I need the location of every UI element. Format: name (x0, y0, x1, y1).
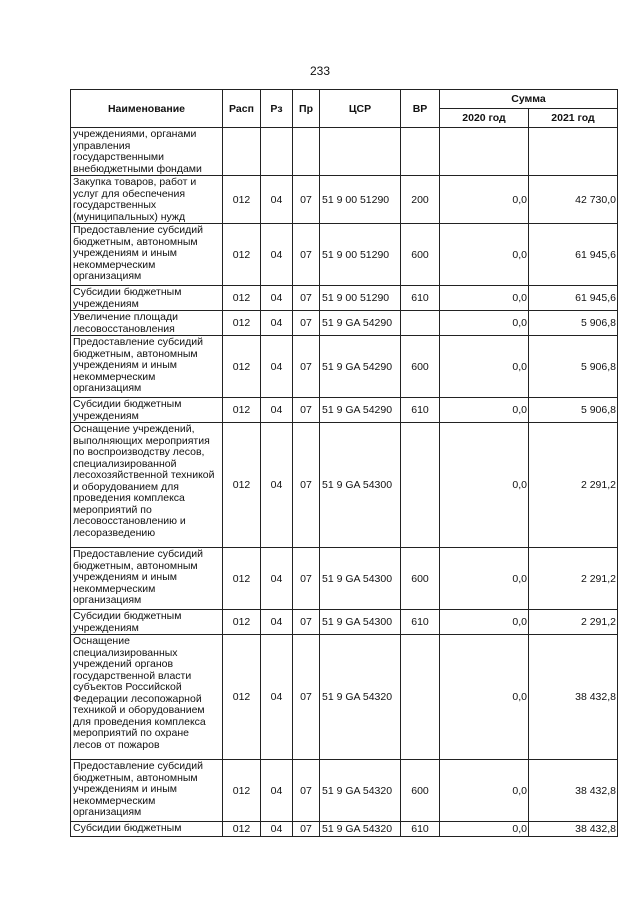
row-value-2020: 0,0 (440, 224, 529, 286)
row-name: Субсидии бюджетным учреждениям (71, 610, 223, 635)
table-row (71, 336, 618, 398)
row-pr: 07 (293, 286, 320, 311)
table-row (71, 423, 618, 548)
row-name: Увеличение площади лесовосстановления (71, 311, 223, 336)
row-value-2020: 0,0 (440, 336, 529, 398)
row-value-2020: 0,0 (440, 286, 529, 311)
row-name: Оснащение учреждений, выполняющих мероприятия по воспроизводству лесов, специализированной лесохозяйственной техникой и оборудованием для проведения комплекса мероприятий по лесовосстановлению и лесоразведению (71, 423, 223, 548)
row-csr: 51 9 GA 54290 (320, 311, 401, 336)
row-value-2021: 42 730,0 (529, 176, 618, 224)
row-name: Субсидии бюджетным (71, 822, 223, 837)
table-row (71, 128, 618, 176)
row-value-2021: 5 906,8 (529, 311, 618, 336)
row-value-2020: 0,0 (440, 760, 529, 822)
header-rasp: Расп (223, 90, 261, 128)
row-vr (401, 128, 440, 176)
row-pr: 07 (293, 822, 320, 837)
row-value-2021: 38 432,8 (529, 822, 618, 837)
row-vr (401, 423, 440, 548)
row-value-2021: 5 906,8 (529, 398, 618, 423)
row-name: Предоставление субсидий бюджетным, автономным учреждениям и иным некоммерческим организациям (71, 336, 223, 398)
row-csr: 51 9 GA 54300 (320, 548, 401, 610)
row-rasp: 012 (223, 760, 261, 822)
row-pr: 07 (293, 336, 320, 398)
row-rasp: 012 (223, 822, 261, 837)
header-csr: ЦСР (320, 90, 401, 128)
row-vr: 610 (401, 822, 440, 837)
header-2020: 2020 год (440, 109, 529, 128)
row-rz: 04 (261, 311, 293, 336)
page-number: 233 (309, 64, 331, 78)
row-rasp: 012 (223, 635, 261, 760)
table-row (71, 286, 618, 311)
row-value-2020: 0,0 (440, 822, 529, 837)
row-rz: 04 (261, 336, 293, 398)
row-name: Предоставление субсидий бюджетным, автономным учреждениям и иным некоммерческим организациям (71, 760, 223, 822)
row-value-2021: 38 432,8 (529, 635, 618, 760)
row-pr: 07 (293, 176, 320, 224)
row-rz: 04 (261, 398, 293, 423)
row-value-2020: 0,0 (440, 548, 529, 610)
row-pr: 07 (293, 610, 320, 635)
table-row (71, 224, 618, 286)
header-pr: Пр (293, 90, 320, 128)
table-body (71, 128, 618, 837)
row-vr: 610 (401, 610, 440, 635)
row-value-2020: 0,0 (440, 423, 529, 548)
row-name: Предоставление субсидий бюджетным, автономным учреждениям и иным некоммерческим организациям (71, 548, 223, 610)
row-rasp: 012 (223, 286, 261, 311)
table-row (71, 311, 618, 336)
row-vr: 600 (401, 224, 440, 286)
budget-table (70, 89, 618, 837)
row-rasp: 012 (223, 398, 261, 423)
row-rasp: 012 (223, 423, 261, 548)
table-row (71, 176, 618, 224)
table-row (71, 548, 618, 610)
row-value-2021 (529, 128, 618, 176)
row-vr (401, 635, 440, 760)
row-value-2021: 2 291,2 (529, 423, 618, 548)
row-csr: 51 9 GA 54320 (320, 760, 401, 822)
row-rasp: 012 (223, 224, 261, 286)
row-rasp: 012 (223, 176, 261, 224)
row-value-2020: 0,0 (440, 610, 529, 635)
header-sum: Сумма (440, 90, 618, 109)
row-rz: 04 (261, 224, 293, 286)
row-value-2021: 2 291,2 (529, 610, 618, 635)
row-rz: 04 (261, 286, 293, 311)
row-value-2021: 38 432,8 (529, 760, 618, 822)
table-row (71, 610, 618, 635)
row-rz: 04 (261, 635, 293, 760)
row-name: Субсидии бюджетным учреждениям (71, 398, 223, 423)
table-row (71, 760, 618, 822)
header-rz: Рз (261, 90, 293, 128)
row-value-2021: 61 945,6 (529, 286, 618, 311)
row-rasp (223, 128, 261, 176)
row-rz: 04 (261, 822, 293, 837)
table-row (71, 822, 618, 837)
row-rz: 04 (261, 610, 293, 635)
row-value-2021: 2 291,2 (529, 548, 618, 610)
row-rz: 04 (261, 548, 293, 610)
row-csr: 51 9 GA 54300 (320, 423, 401, 548)
row-rasp: 012 (223, 336, 261, 398)
table-row (71, 398, 618, 423)
row-value-2020: 0,0 (440, 311, 529, 336)
row-name: Субсидии бюджетным учреждениям (71, 286, 223, 311)
row-rasp: 012 (223, 311, 261, 336)
row-pr: 07 (293, 548, 320, 610)
header-vr: ВР (401, 90, 440, 128)
row-name: Оснащение специализированных учреждений органов государственной власти субъектов Российской Федерации лесопожарной техникой и оборудованием для проведения комплекса мероприятий по охране лесов от пожаров (71, 635, 223, 760)
row-name: Предоставление субсидий бюджетным, автономным учреждениям и иным некоммерческим организациям (71, 224, 223, 286)
row-value-2020: 0,0 (440, 635, 529, 760)
row-pr: 07 (293, 760, 320, 822)
row-value-2021: 61 945,6 (529, 224, 618, 286)
row-pr: 07 (293, 398, 320, 423)
row-rasp: 012 (223, 610, 261, 635)
header-name: Наименование (71, 90, 223, 128)
row-vr: 600 (401, 548, 440, 610)
row-vr: 600 (401, 760, 440, 822)
row-pr (293, 128, 320, 176)
row-pr: 07 (293, 224, 320, 286)
row-rz: 04 (261, 176, 293, 224)
row-csr: 51 9 GA 54320 (320, 635, 401, 760)
table-row (71, 635, 618, 760)
row-rz (261, 128, 293, 176)
row-vr: 600 (401, 336, 440, 398)
row-pr: 07 (293, 635, 320, 760)
row-rasp: 012 (223, 548, 261, 610)
row-rz: 04 (261, 760, 293, 822)
row-csr: 51 9 GA 54290 (320, 336, 401, 398)
row-csr (320, 128, 401, 176)
row-csr: 51 9 00 51290 (320, 224, 401, 286)
row-csr: 51 9 GA 54290 (320, 398, 401, 423)
row-vr: 200 (401, 176, 440, 224)
row-value-2021: 5 906,8 (529, 336, 618, 398)
row-name: Закупка товаров, работ и услуг для обеспечения государственных (муниципальных) нужд (71, 176, 223, 224)
row-pr: 07 (293, 423, 320, 548)
row-value-2020 (440, 128, 529, 176)
row-name: учреждениями, органами управления государственными внебюджетными фондами (71, 128, 223, 176)
row-rz: 04 (261, 423, 293, 548)
header-row (71, 90, 618, 109)
row-vr: 610 (401, 398, 440, 423)
row-value-2020: 0,0 (440, 398, 529, 423)
row-vr: 610 (401, 286, 440, 311)
row-value-2020: 0,0 (440, 176, 529, 224)
row-pr: 07 (293, 311, 320, 336)
row-vr (401, 311, 440, 336)
row-csr: 51 9 00 51290 (320, 286, 401, 311)
header-2021: 2021 год (529, 109, 618, 128)
row-csr: 51 9 00 51290 (320, 176, 401, 224)
row-csr: 51 9 GA 54320 (320, 822, 401, 837)
row-csr: 51 9 GA 54300 (320, 610, 401, 635)
